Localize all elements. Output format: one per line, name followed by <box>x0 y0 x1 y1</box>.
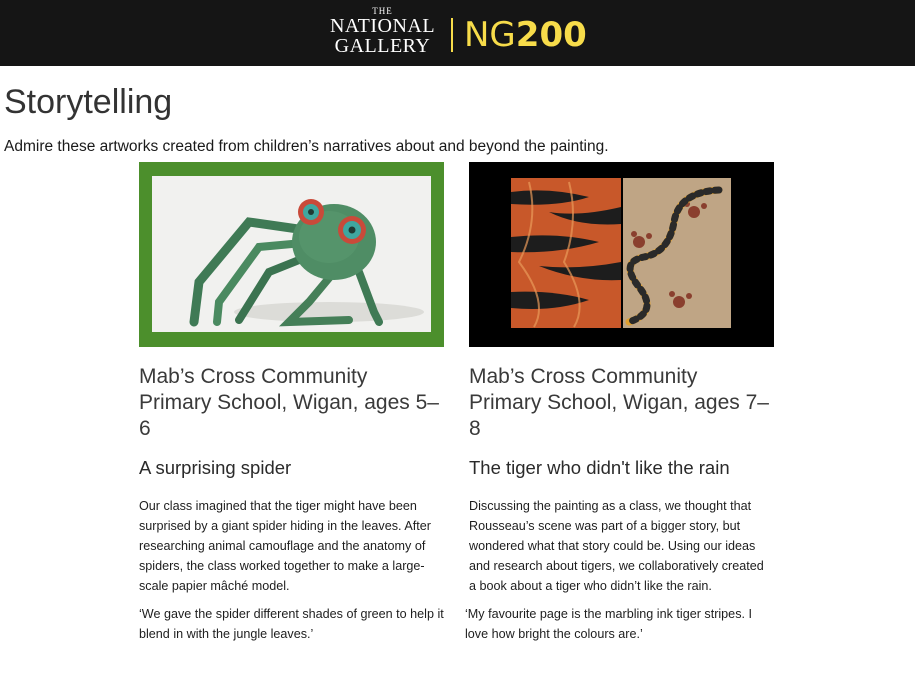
national-gallery-logo[interactable] <box>325 6 440 60</box>
logo-divider <box>451 18 453 52</box>
artwork-quote: ‘We gave the spider different shades of green to help it blend in with the jungle leaves.’ <box>139 607 444 641</box>
ng200-number: 200 <box>515 15 587 55</box>
artwork-title: A surprising spider <box>139 457 292 478</box>
artwork-image-frame[interactable] <box>139 162 444 347</box>
page-title: Storytelling <box>4 83 173 121</box>
artwork-description: Discussing the painting as a class, we thought that Rousseau’s scene was part of a bigger story, but wondered what that story could be. Using our ideas and research about tigers, we collaboratively created a book about a tiger who didn’t like the rain. <box>469 499 764 593</box>
ng200-logo[interactable] <box>464 15 587 55</box>
tiger-book-icon <box>469 162 774 347</box>
artwork-title: The tiger who didn't like the rain <box>469 457 730 478</box>
page-intro: Admire these artworks created from children’s narratives about and beyond the painting. <box>4 138 609 155</box>
artwork-quote: ‘My favourite page is the marbling ink tiger stripes. I love how bright the colours are.’ <box>465 607 752 641</box>
logo-gallery: GALLERY <box>334 35 431 57</box>
site-header <box>0 0 915 66</box>
artwork-card <box>139 162 444 644</box>
spider-sculpture-icon <box>139 162 444 347</box>
school-name: Mab’s Cross Community Primary School, Wigan, ages 7–8 <box>469 365 769 440</box>
logo-national: NATIONAL <box>329 15 436 37</box>
ng200-prefix: NG <box>464 15 516 55</box>
artwork-image-frame[interactable] <box>469 162 774 347</box>
logo-the: THE <box>372 6 393 16</box>
artwork-description: Our class imagined that the tiger might have been surprised by a giant spider hiding in the leaves. After researching animal camouflage and the anatomy of spiders, the class worked together to make a large-scale papier mâché model. <box>139 499 431 593</box>
school-name: Mab’s Cross Community Primary School, Wigan, ages 5–6 <box>139 365 439 440</box>
artwork-card <box>465 162 774 644</box>
